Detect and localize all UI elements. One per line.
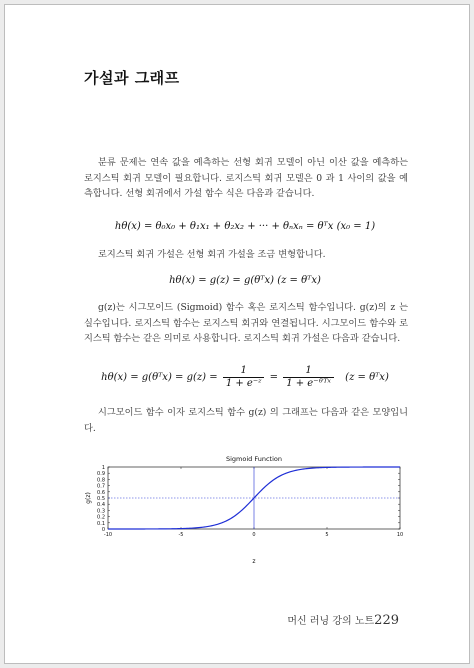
- y-tick-label: 0.1: [97, 520, 105, 527]
- chart-y-axis-label: g(z): [85, 492, 92, 504]
- document-page: [4, 4, 470, 664]
- fraction-1-denominator: 1 + e⁻ᶻ: [225, 378, 262, 389]
- equation-logistic-hypothesis: hθ(x) = g(z) = g(θᵀx) (z = θᵀx): [169, 275, 321, 286]
- equation-linear-hypothesis: hθ(x) = θ₀x₀ + θ₁x₁ + θ₂x₂ + ··· + θₙxₙ = θᵀx (x₀ = 1): [114, 221, 376, 232]
- y-tick-label: 0.6: [97, 489, 105, 496]
- fraction-2: [283, 365, 334, 390]
- y-tick-label: 0.8: [97, 477, 105, 484]
- equation-sigmoid: [65, 365, 425, 390]
- page-footer: [287, 612, 399, 628]
- y-tick-label: 0.4: [97, 502, 105, 509]
- y-tick-label: 0.3: [97, 508, 105, 515]
- x-tick-label: 5: [325, 532, 329, 538]
- chart-plot-area: [97, 465, 403, 538]
- section-title: 가설과 그래프: [84, 69, 180, 87]
- paragraph-4: 시그모이드 함수 이자 로지스틱 함수 g(z) 의 그래프는 다음과 같은 모양입니다.: [84, 407, 408, 434]
- y-tick-label: 0.2: [97, 514, 105, 521]
- paragraph-2: 로지스틱 회귀 가설은 선형 회귀 가설을 조금 변형합니다.: [98, 249, 326, 260]
- y-tick-label: 0.7: [97, 483, 105, 490]
- paragraph-1: 분류 문제는 연속 값을 예측하는 선형 회귀 모델이 아닌 이산 값을 예측하는 로지스틱 회귀 모델이 필요합니다. 로지스틱 회귀 모델은 0 과 1 사이의 값을 예측합니다. 선형 회귀에서 가설 함수 식은 다음과 같습니다.: [84, 157, 408, 199]
- eq3-rhs: (z = θᵀx): [345, 372, 389, 383]
- eq3-lhs: hθ(x) = g(θᵀx) = g(z) =: [101, 372, 218, 383]
- x-tick-label: 0: [252, 532, 256, 538]
- x-tick-label: -5: [178, 532, 184, 538]
- x-tick-label: 10: [396, 532, 404, 538]
- page-number: 229: [374, 613, 399, 628]
- sigmoid-chart: [84, 453, 410, 565]
- eq3-equals: =: [269, 372, 279, 383]
- paragraph-3: g(z)는 시그모이드 (Sigmoid) 함수 혹은 로지스틱 함수입니다. g(z)의 z 는 실수입니다. 로지스틱 함수는 로지스틱 회귀와 연결됩니다. 시그모이드 함수와 로지스틱 함수는 같은 의미로 사용합니다. 로지스틱 회귀 가설은 다음과 같습니다.: [84, 302, 408, 344]
- footer-book-title: 머신 러닝 강의 노트: [287, 616, 375, 627]
- y-tick-label: 0.9: [97, 471, 105, 478]
- y-tick-label: 0: [101, 527, 105, 533]
- y-tick-label: 1: [101, 465, 105, 471]
- chart-x-axis-label: z: [252, 558, 256, 565]
- fraction-2-numerator: 1: [283, 365, 334, 378]
- x-tick-label: -10: [103, 532, 113, 538]
- fraction-2-denominator: 1 + e⁻ᶿᵀˣ: [286, 378, 331, 389]
- chart-title: Sigmoid Function: [225, 455, 283, 463]
- fraction-1-numerator: 1: [223, 365, 265, 378]
- fraction-1: [223, 365, 265, 390]
- y-tick-label: 0.5: [97, 496, 105, 502]
